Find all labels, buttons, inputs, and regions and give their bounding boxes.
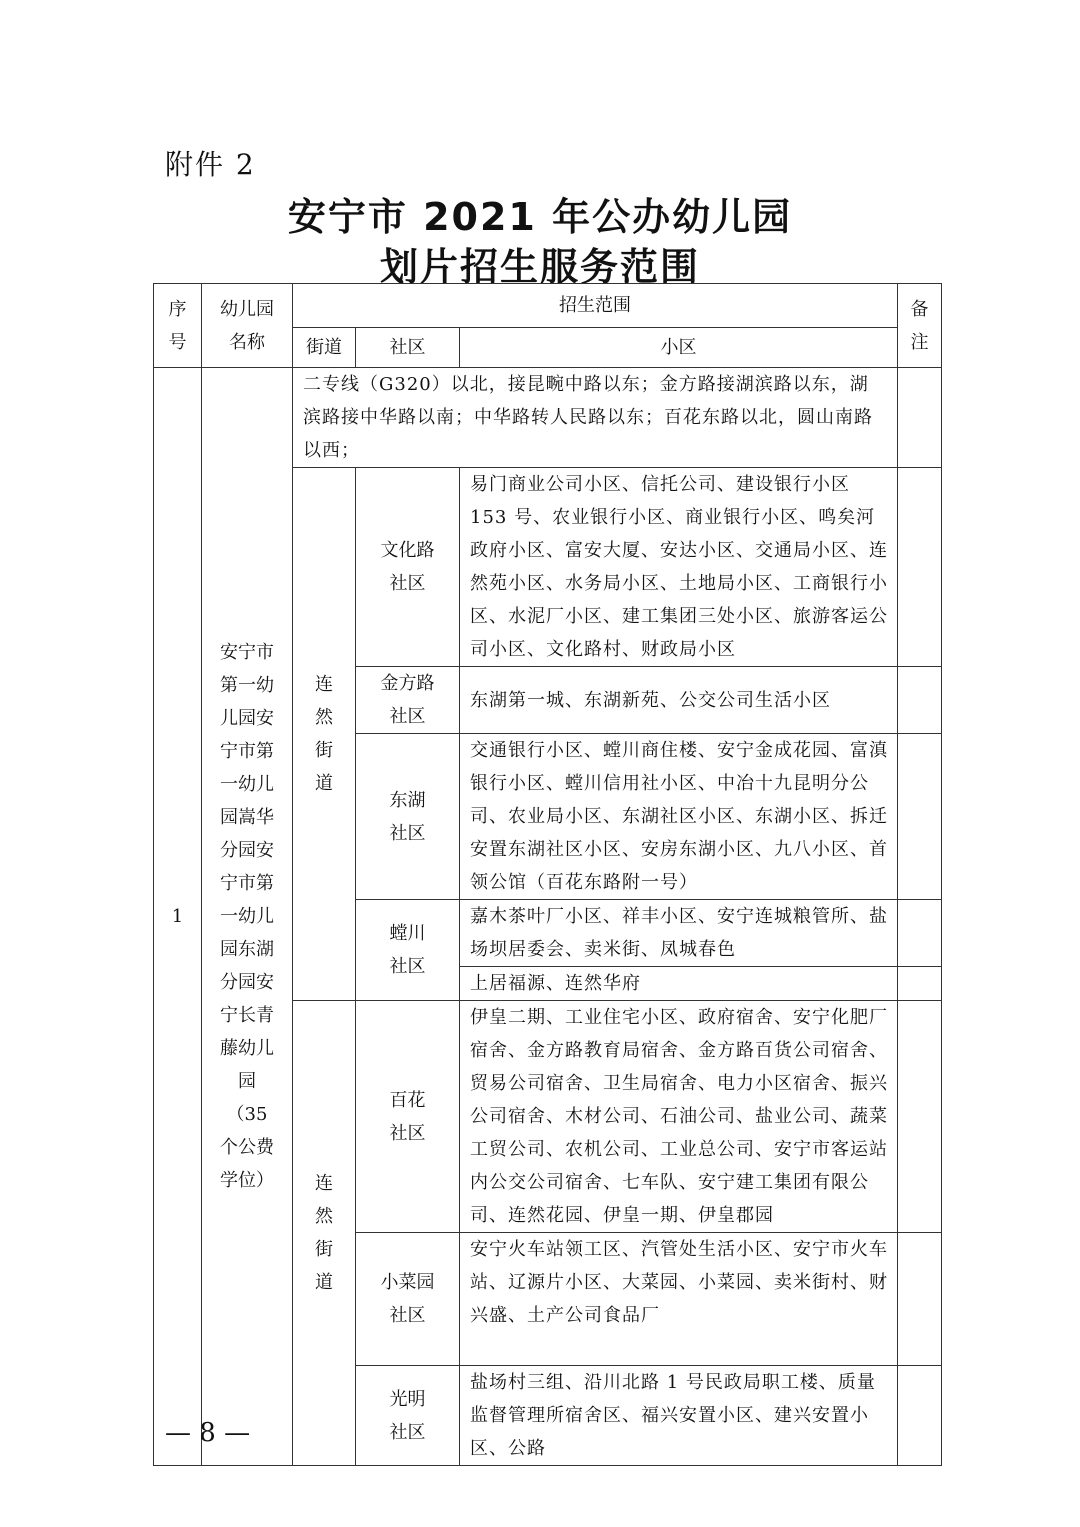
remark-cell [898,1366,942,1466]
community-name: 文化路社区 [356,468,460,667]
attachment-label: 附件 2 [165,148,256,181]
header-remark: 备注 [898,284,942,368]
street-name: 连然街道 [293,468,356,1001]
street-name: 连然街道 [293,1001,356,1466]
estate-list: 上居福源、连然华府 [460,967,898,1001]
estate-list: 易门商业公司小区、信托公司、建设银行小区 153 号、农业银行小区、商业银行小区、鸣矣河政府小区、富安大厦、安达小区、交通局小区、连然苑小区、水务局小区、土地局小区、工商银行小区、水泥厂小区、建工集团三处小区、旅游客运公司小区、文化路村、财政局小区 [460,468,898,667]
community-name: 光明社区 [356,1366,460,1466]
community-name: 螳川社区 [356,900,460,1001]
page-number: — 8 — [165,1418,251,1448]
remark-cell [898,1001,942,1233]
estate-list: 盐场村三组、沿川北路 1 号民政局职工楼、质量监督管理所宿舍区、福兴安置小区、建兴安置小区、公路 [460,1366,898,1466]
row-number: 1 [154,368,202,1466]
community-name: 小菜园社区 [356,1233,460,1366]
community-name: 金方路社区 [356,667,460,734]
remark-cell [898,967,942,1001]
kindergarten-names: 安宁市第一幼儿园安宁市第一幼儿园嵩华分园安宁市第一幼儿园东湖分园安宁长青藤幼儿园（35个公费学位） [202,368,293,1466]
document-title-line2: 划片招生服务范围 [379,245,700,289]
enrollment-table [153,283,942,1466]
community-name: 东湖社区 [356,734,460,900]
header-name: 幼儿园名称 [202,284,293,368]
estate-list: 东湖第一城、东湖新苑、公交公司生活小区 [460,667,898,734]
remark-cell [898,667,942,734]
remark-cell [898,368,942,468]
estate-list: 伊皇二期、工业住宅小区、政府宿舍、安宁化肥厂宿舍、金方路教育局宿舍、金方路百货公司宿舍、贸易公司宿舍、卫生局宿舍、电力小区宿舍、振兴公司宿舍、木材公司、石油公司、盐业公司、蔬菜工贸公司、农机公司、工业总公司、安宁市客运站内公交公司宿舍、七车队、安宁建工集团有限公司、连然花园、伊皇一期、伊皇郡园 [460,1001,898,1233]
estate-list: 安宁火车站领工区、汽管处生活小区、安宁市火车站、辽源片小区、大菜园、小菜园、卖米街村、财兴盛、土产公司食品厂 [460,1233,898,1366]
header-community: 社区 [356,328,460,368]
remark-cell [898,900,942,967]
community-name: 百花社区 [356,1001,460,1233]
header-no: 序号 [154,284,202,368]
remark-cell [898,468,942,667]
estate-list: 交通银行小区、螳川商住楼、安宁金成花园、富滇银行小区、螳川信用社小区、中冶十九昆明分公司、农业局小区、东湖社区小区、东湖小区、拆迁安置东湖社区小区、安房东湖小区、九八小区、首领公馆（百花东路附一号） [460,734,898,900]
remark-cell [898,1233,942,1366]
estate-list: 嘉木茶叶厂小区、祥丰小区、安宁连城粮管所、盐场坝居委会、卖米街、凤城春色 [460,900,898,967]
header-street: 街道 [293,328,356,368]
header-estate: 小区 [460,328,898,368]
document-title-line1: 安宁市 2021 年公办幼儿园 [287,195,793,239]
enrollment-range: 二专线（G320）以北，接昆畹中路以东；金方路接湖滨路以东，湖滨路接中华路以南；中华路转人民路以东；百花东路以北，圆山南路以西； [293,368,898,468]
header-scope: 招生范围 [293,284,898,328]
remark-cell [898,734,942,900]
